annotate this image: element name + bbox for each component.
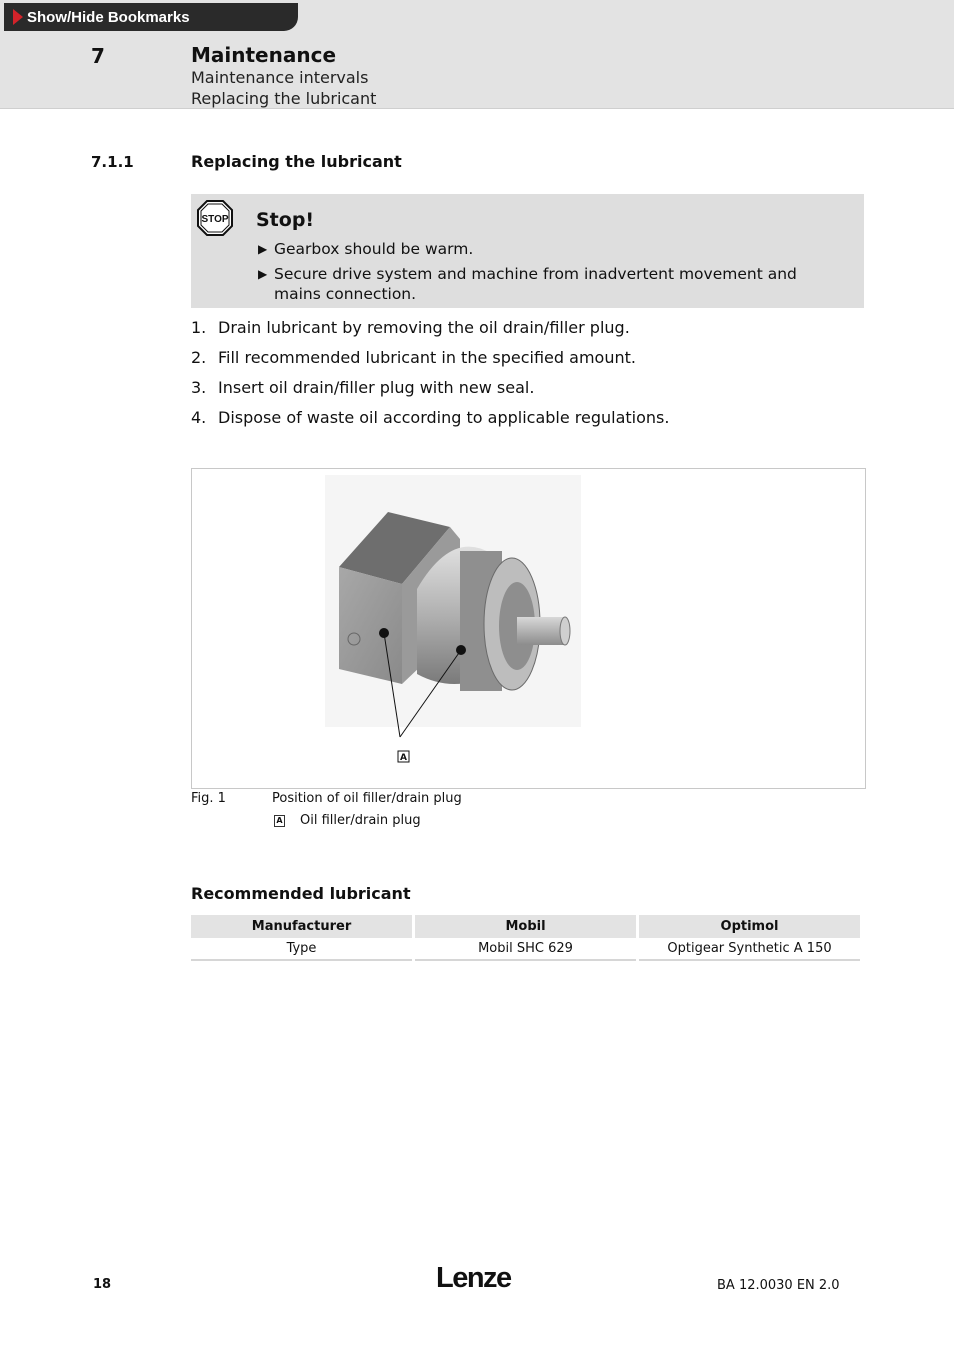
lenze-logo: Lenze bbox=[436, 1262, 511, 1294]
triangle-right-icon bbox=[13, 9, 23, 25]
cell-optimol: Optigear Synthetic A 150 bbox=[639, 938, 860, 961]
cell-type: Type bbox=[191, 938, 412, 961]
stop-bullet-1: ▶ Gearbox should be warm. bbox=[258, 240, 474, 258]
figure-frame bbox=[191, 468, 866, 789]
stop-warning-box bbox=[191, 194, 864, 308]
header-optimol: Optimol bbox=[639, 915, 860, 938]
lubricant-table bbox=[188, 915, 863, 961]
show-hide-bookmarks-button[interactable] bbox=[4, 3, 298, 31]
breadcrumb-maintenance-intervals: Maintenance intervals bbox=[191, 68, 369, 87]
cell-mobil: Mobil SHC 629 bbox=[415, 938, 636, 961]
breadcrumb-replacing-lubricant: Replacing the lubricant bbox=[191, 89, 377, 108]
stop-icon-text: STOP bbox=[201, 214, 229, 225]
header-manufacturer: Manufacturer bbox=[191, 915, 412, 938]
figure-caption-label: Fig. 1 bbox=[191, 791, 226, 806]
bullet-triangle-icon: ▶ bbox=[258, 242, 268, 256]
page-number: 18 bbox=[93, 1277, 112, 1292]
table-header-row bbox=[191, 915, 860, 938]
section-number: 7.1.1 bbox=[91, 153, 134, 171]
callout-a: A bbox=[400, 753, 407, 763]
stop-bullet-2: ▶ Secure drive system and machine from inadvertent movement and mains connection. bbox=[258, 265, 797, 303]
figure-caption-text: Position of oil filler/drain plug bbox=[272, 791, 462, 806]
section-title: Replacing the lubricant bbox=[191, 152, 402, 171]
bookmarks-label: Show/Hide Bookmarks bbox=[27, 9, 190, 26]
header-mobil: Mobil bbox=[415, 915, 636, 938]
chapter-number: 7 bbox=[91, 44, 105, 68]
legend-key: A bbox=[274, 815, 285, 827]
stop-title: Stop! bbox=[256, 209, 315, 231]
stop-sign-icon bbox=[196, 199, 234, 237]
legend-text: Oil filler/drain plug bbox=[300, 813, 421, 828]
document-id: BA 12.0030 EN 2.0 bbox=[717, 1278, 840, 1293]
gearbox-illustration bbox=[192, 469, 865, 788]
bullet-triangle-icon: ▶ bbox=[258, 267, 268, 281]
lubricant-heading: Recommended lubricant bbox=[191, 884, 411, 903]
chapter-title: Maintenance bbox=[191, 43, 337, 67]
table-row bbox=[191, 938, 860, 961]
